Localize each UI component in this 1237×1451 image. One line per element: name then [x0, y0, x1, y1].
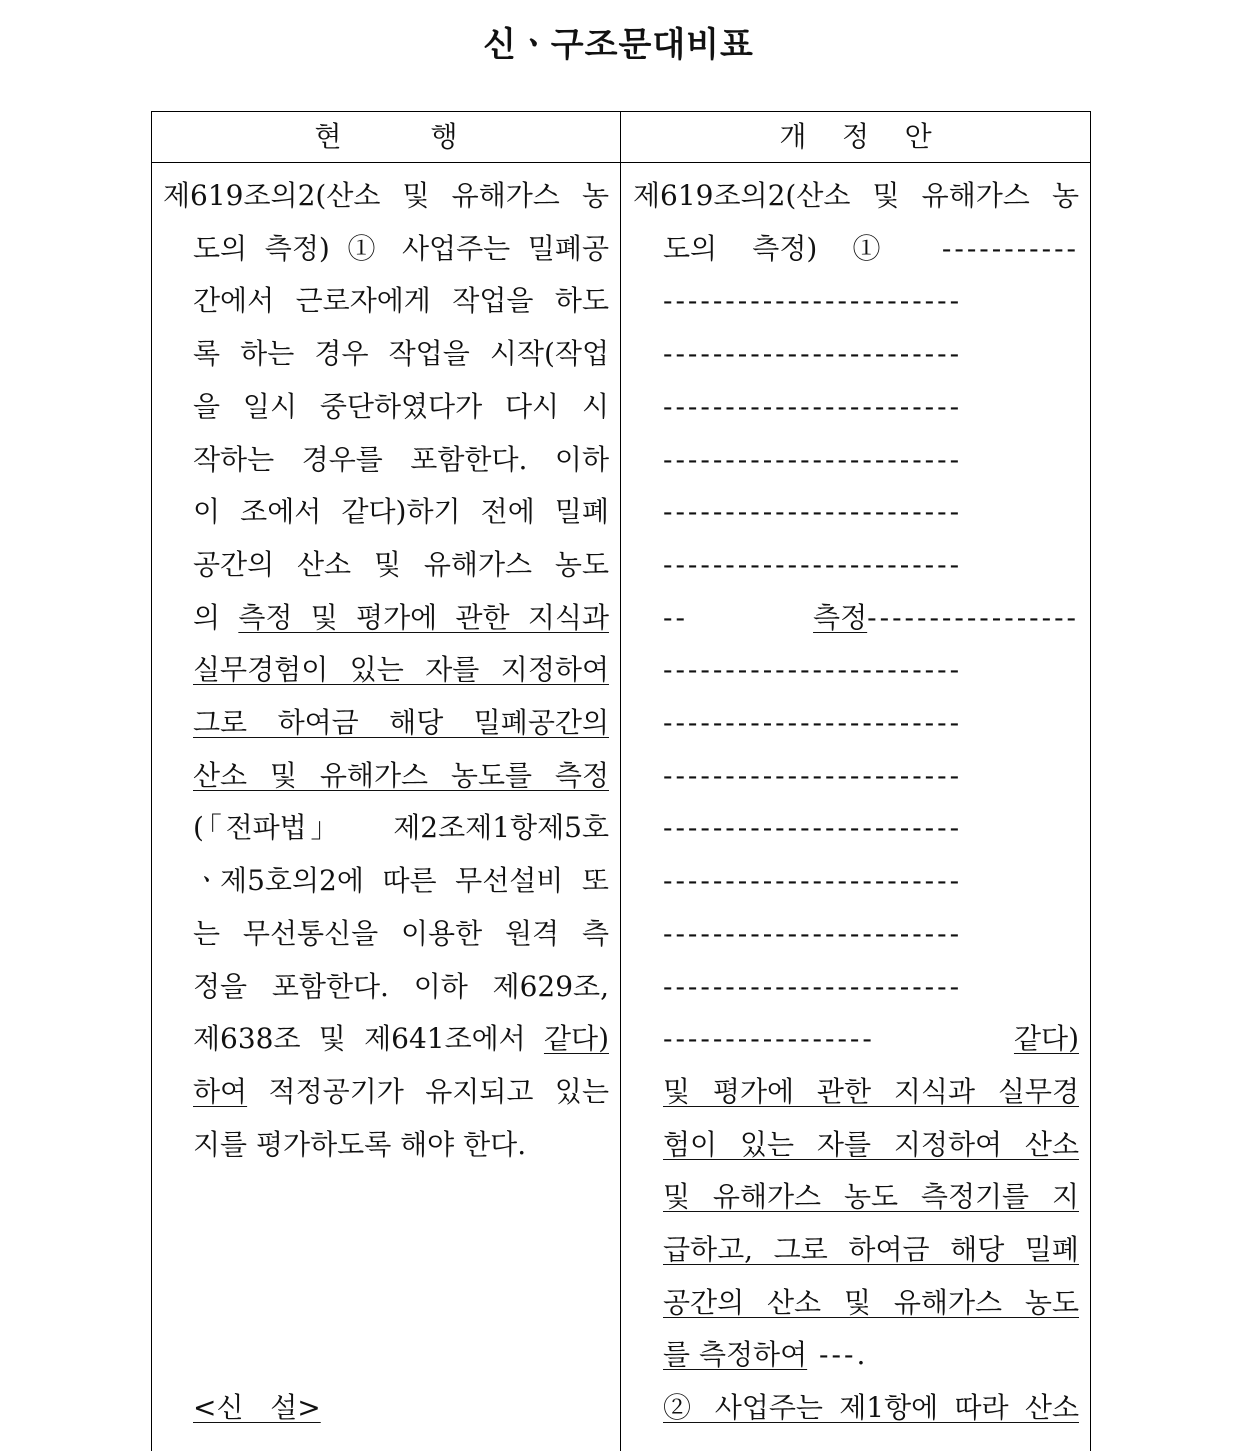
text-line — [663, 802, 1079, 854]
dash-placeholder: ------------------------ — [663, 547, 963, 581]
text-line — [663, 328, 1079, 380]
text-line — [663, 961, 1079, 1013]
underlined-text: 공간의 산소 및 유해가스 농도 — [663, 1285, 1079, 1319]
text-line — [193, 644, 609, 696]
text-line — [193, 1119, 609, 1171]
dash-placeholder: ------------------------ — [663, 864, 963, 898]
header-divider — [151, 162, 1091, 163]
text-line — [663, 434, 1079, 486]
dash-placeholder: ----------------- — [663, 1022, 875, 1056]
text-segment: 간에서 근로자에게 작업을 하도 — [193, 284, 609, 318]
text-line — [663, 1382, 1079, 1434]
text-line — [193, 486, 609, 538]
text-segment: 제619조의2(산소 및 유해가스 농 — [633, 179, 1079, 212]
text-segment: 도의 측정) ① 사업주는 밀폐공 — [193, 231, 609, 265]
text-line — [163, 170, 609, 222]
underlined-text: 및 유해가스 농도 측정기를 지 — [663, 1180, 1079, 1214]
text-line — [663, 1277, 1079, 1329]
header-proposed-label: 개 정 안 — [779, 120, 932, 153]
text-segment: 작하는 경우를 포함한다. 이하 — [193, 442, 609, 476]
text-segment: 제638조 및 제641조에서 — [193, 1022, 544, 1056]
text-line — [663, 1224, 1079, 1276]
text-line — [193, 434, 609, 486]
text-line — [193, 1224, 609, 1276]
dash-placeholder: ------------------------ — [663, 916, 963, 950]
underlined-text: 그로 하여금 해당 밀폐공간의 — [193, 706, 609, 739]
text-line — [193, 539, 609, 591]
header-current — [152, 112, 620, 162]
underlined-text: 및 평가에 관한 지식과 실무경 — [663, 1074, 1079, 1108]
dash-placeholder: ------------------------ — [663, 389, 963, 423]
text-line — [193, 908, 609, 960]
text-line — [193, 750, 609, 802]
dash-placeholder: ------------------------ — [663, 758, 963, 792]
text-segment: 는 무선통신을 이용한 원격 측 — [193, 916, 609, 950]
text-line — [663, 223, 1079, 275]
text-line — [633, 170, 1079, 222]
text-line — [193, 223, 609, 275]
underlined-text: 같다) — [543, 1022, 609, 1056]
text-line — [193, 802, 609, 854]
text-line — [663, 1066, 1079, 1118]
text-line — [193, 381, 609, 433]
text-line — [663, 381, 1079, 433]
text-line — [193, 592, 609, 644]
text-line — [663, 275, 1079, 327]
dash-placeholder: ------------------------ — [663, 811, 963, 845]
underlined-text: 측정 — [813, 600, 868, 634]
underlined-text: 실무경험이 있는 자를 지정하여 — [193, 653, 609, 687]
dash-placeholder: ------------------------ — [663, 706, 963, 739]
underlined-text: 를 측정하여 — [663, 1338, 808, 1372]
underlined-text: 험이 있는 자를 지정하여 산소 — [663, 1127, 1079, 1161]
underlined-text: 같다) — [1013, 1022, 1079, 1056]
text-segment: 의 — [193, 600, 239, 634]
text-line — [193, 697, 609, 749]
text-line — [663, 644, 1079, 696]
header-current-label: 현 행 — [314, 120, 458, 153]
text-line — [663, 592, 1079, 644]
text-segment: 제619조의2(산소 및 유해가스 농 — [163, 179, 609, 212]
text-line — [663, 486, 1079, 538]
dash-placeholder: ------------------------ — [663, 653, 963, 687]
dash-placeholder: -- — [663, 600, 688, 634]
underlined-text: 급하고, 그로 하여금 해당 밀폐 — [663, 1233, 1079, 1266]
text-line — [193, 1171, 609, 1223]
underlined-text: 하여 — [193, 1074, 248, 1108]
text-line — [663, 908, 1079, 960]
column-divider — [620, 111, 621, 1451]
text-segment: 적정공기가 유지되고 있는 — [247, 1074, 609, 1108]
underlined-text: <신 설> — [193, 1391, 321, 1425]
text-line — [663, 697, 1079, 749]
text-segment: (「전파법」 제2조제1항제5호 — [193, 811, 609, 845]
dash-placeholder: ----------- — [941, 231, 1079, 265]
text-line — [663, 1013, 1079, 1065]
dash-placeholder: ------------------------ — [663, 969, 963, 1003]
text-segment: 정을 포함한다. 이하 제629조, — [193, 969, 609, 1003]
text-segment: ㆍ제5호의2에 따른 무선설비 또 — [193, 864, 609, 898]
text-line — [663, 1329, 1079, 1381]
text-segment: 도의 측정) ① — [663, 231, 942, 265]
text-line — [663, 1119, 1079, 1171]
text-line — [663, 539, 1079, 591]
text-line — [193, 1329, 609, 1381]
text-segment: 을 일시 중단하였다가 다시 시 — [193, 389, 609, 423]
text-segment: 이 조에서 같다)하기 전에 밀폐 — [193, 495, 609, 529]
dash-placeholder: ------------------------ — [663, 442, 963, 476]
text-segment: 지를 평가하도록 해야 한다. — [193, 1127, 527, 1161]
text-segment: 록 하는 경우 작업을 시작(작업 — [193, 337, 609, 371]
text-line — [193, 275, 609, 327]
text-line — [193, 1277, 609, 1329]
underlined-text: ② 사업주는 제1항에 따라 산소 — [663, 1391, 1079, 1425]
text-line — [193, 1066, 609, 1118]
text-line — [193, 1382, 609, 1434]
underlined-text: 산소 및 유해가스 농도를 측정 — [193, 758, 609, 792]
underlined-text: 측정 및 평가에 관한 지식과 — [238, 600, 609, 634]
dash-placeholder: ----------------- — [867, 600, 1079, 634]
dash-placeholder: ------------------------ — [663, 337, 963, 371]
header-proposed — [621, 112, 1090, 162]
document-title: 신ㆍ구조문대비표 — [483, 25, 754, 65]
text-segment — [875, 1022, 1014, 1055]
dash-placeholder: ------------------------ — [663, 495, 963, 529]
text-segment — [688, 601, 813, 634]
dash-placeholder: ---. — [807, 1338, 869, 1372]
text-line — [193, 961, 609, 1013]
text-line — [193, 855, 609, 907]
text-line — [193, 328, 609, 380]
text-line — [663, 1171, 1079, 1223]
text-line — [663, 855, 1079, 907]
text-line — [663, 750, 1079, 802]
dash-placeholder: ------------------------ — [663, 284, 963, 318]
text-segment: 공간의 산소 및 유해가스 농도 — [193, 547, 609, 581]
text-line — [193, 1013, 609, 1065]
